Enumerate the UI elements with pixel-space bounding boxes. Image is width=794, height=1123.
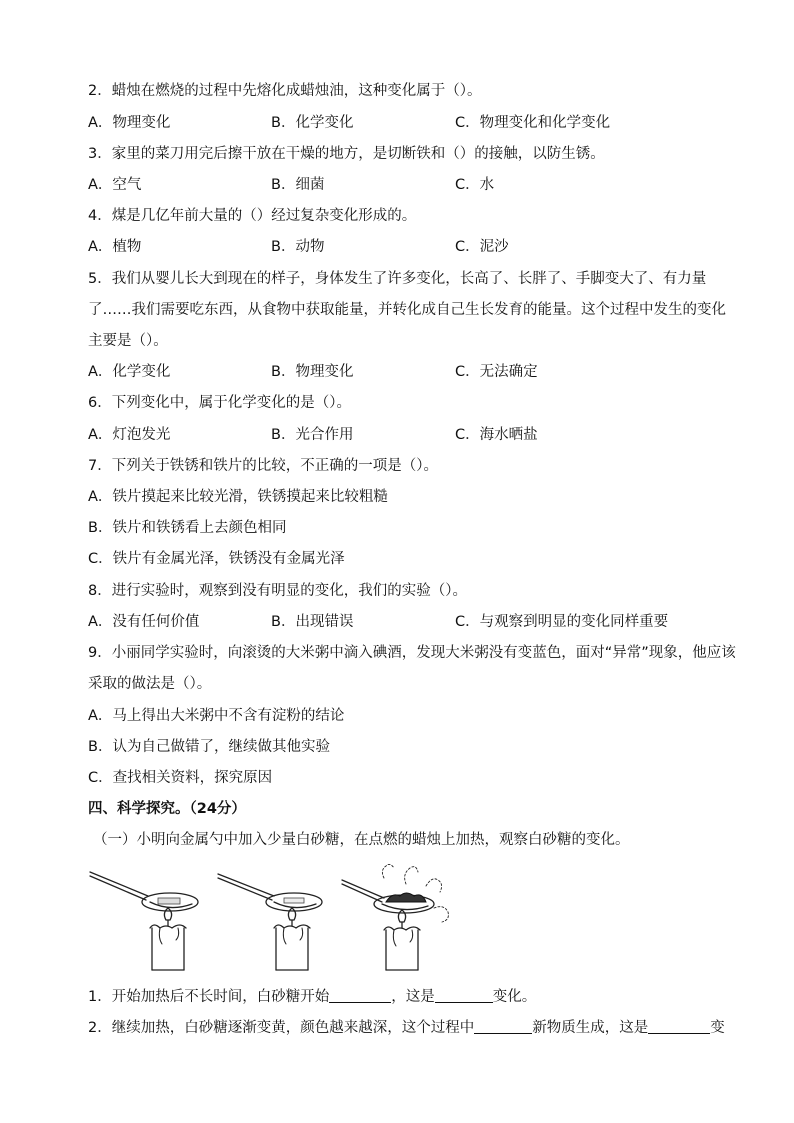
- question-9-line-2: 采取的做法是（）。: [88, 676, 212, 692]
- question-2: 2．蜡烛在燃烧的过程中先熔化成蜡烛油，这种变化属于（）。: [88, 83, 482, 99]
- item-1-text-a: 1．开始加热后不长时间，白砂糖开始: [88, 989, 330, 1005]
- item-2-text-b: 新物质生成，这是: [532, 1020, 649, 1036]
- section-4-item-1: [88, 986, 536, 1007]
- item-1-text-c: 变化。: [492, 989, 537, 1005]
- q6-option-a: A．灯泡发光: [88, 427, 171, 443]
- item-2-text-a: 2．继续加热，白砂糖逐渐变黄，颜色越来越深，这个过程中: [88, 1020, 475, 1036]
- section-4-title: 四、科学探究。（24分）: [88, 801, 246, 817]
- q8-option-c: C．与观察到明显的变化同样重要: [455, 614, 669, 630]
- item-1-blank-2[interactable]: [435, 986, 493, 1003]
- item-1-text-b: ，这是: [391, 989, 435, 1005]
- q3-option-a: A．空气: [88, 177, 142, 193]
- q2-option-c: C．物理变化和化学变化: [455, 115, 611, 131]
- q3-option-c: C．水: [455, 177, 495, 193]
- item-2-blank-2[interactable]: [648, 1017, 710, 1034]
- q8-option-b: B．出现错误: [271, 614, 354, 630]
- q5-option-b: B．物理变化: [271, 364, 354, 380]
- question-4: 4．煤是几亿年前大量的（）经过复杂变化形成的。: [88, 208, 417, 224]
- section-4-item-2: [88, 1017, 725, 1038]
- q6-option-b: B．光合作用: [271, 427, 354, 443]
- section-4-intro: （一）小明向金属勺中加入少量白砂糖，在点燃的蜡烛上加热，观察白砂糖的变化。: [93, 832, 630, 848]
- item-2-text-c: 变: [710, 1020, 725, 1036]
- q9-option-a: A．马上得出大米粥中不含有淀粉的结论: [88, 708, 345, 724]
- question-6: 6．下列变化中，属于化学变化的是（）。: [88, 395, 351, 411]
- q3-option-b: B．细菌: [271, 177, 325, 193]
- spoon-stage-3-icon: [342, 864, 448, 970]
- item-2-blank-1[interactable]: [474, 1017, 532, 1034]
- spoon-stage-1-icon: [90, 872, 198, 970]
- q4-option-a: A．植物: [88, 239, 142, 255]
- question-5-line-1: 5．我们从婴儿长大到现在的样子，身体发生了许多变化，长高了、长胖了、手脚变大了、有力量: [88, 271, 707, 287]
- q7-option-c: C．铁片有金属光泽，铁锈没有金属光泽: [88, 551, 345, 567]
- question-5-line-3: 主要是（）。: [88, 333, 168, 349]
- q5-option-c: C．无法确定: [455, 364, 538, 380]
- question-5-line-2: 了……我们需要吃东西，从食物中获取能量，并转化成自己生长发育的能量。这个过程中发生的变化: [88, 302, 726, 318]
- q9-option-b: B．认为自己做错了，继续做其他实验: [88, 739, 330, 755]
- q8-option-a: A．没有任何价值: [88, 614, 200, 630]
- question-9-line-1: 9．小丽同学实验时，向滚烫的大米粥中滴入碘酒，发现大米粥没有变蓝色，面对“异常”现象，他应该: [88, 645, 736, 661]
- sugar-heating-illustration: [88, 858, 468, 978]
- question-7: 7．下列关于铁锈和铁片的比较，不正确的一项是（）。: [88, 458, 438, 474]
- q7-option-b: B．铁片和铁锈看上去颜色相同: [88, 520, 287, 536]
- q4-option-b: B．动物: [271, 239, 325, 255]
- q7-option-a: A．铁片摸起来比较光滑，铁锈摸起来比较粗糙: [88, 489, 388, 505]
- q9-option-c: C．查找相关资料，探究原因: [88, 770, 273, 786]
- spoon-stage-2-icon: [218, 874, 322, 970]
- q2-option-a: A．物理变化: [88, 115, 171, 131]
- question-3: 3．家里的菜刀用完后擦干放在干燥的地方，是切断铁和（）的接触，以防生锈。: [88, 146, 605, 162]
- question-8: 8．进行实验时，观察到没有明显的变化，我们的实验（）。: [88, 583, 467, 599]
- q6-option-c: C．海水晒盐: [455, 427, 538, 443]
- q2-option-b: B．化学变化: [271, 115, 354, 131]
- item-1-blank-1[interactable]: [329, 986, 391, 1003]
- q4-option-c: C．泥沙: [455, 239, 509, 255]
- q5-option-a: A．化学变化: [88, 364, 171, 380]
